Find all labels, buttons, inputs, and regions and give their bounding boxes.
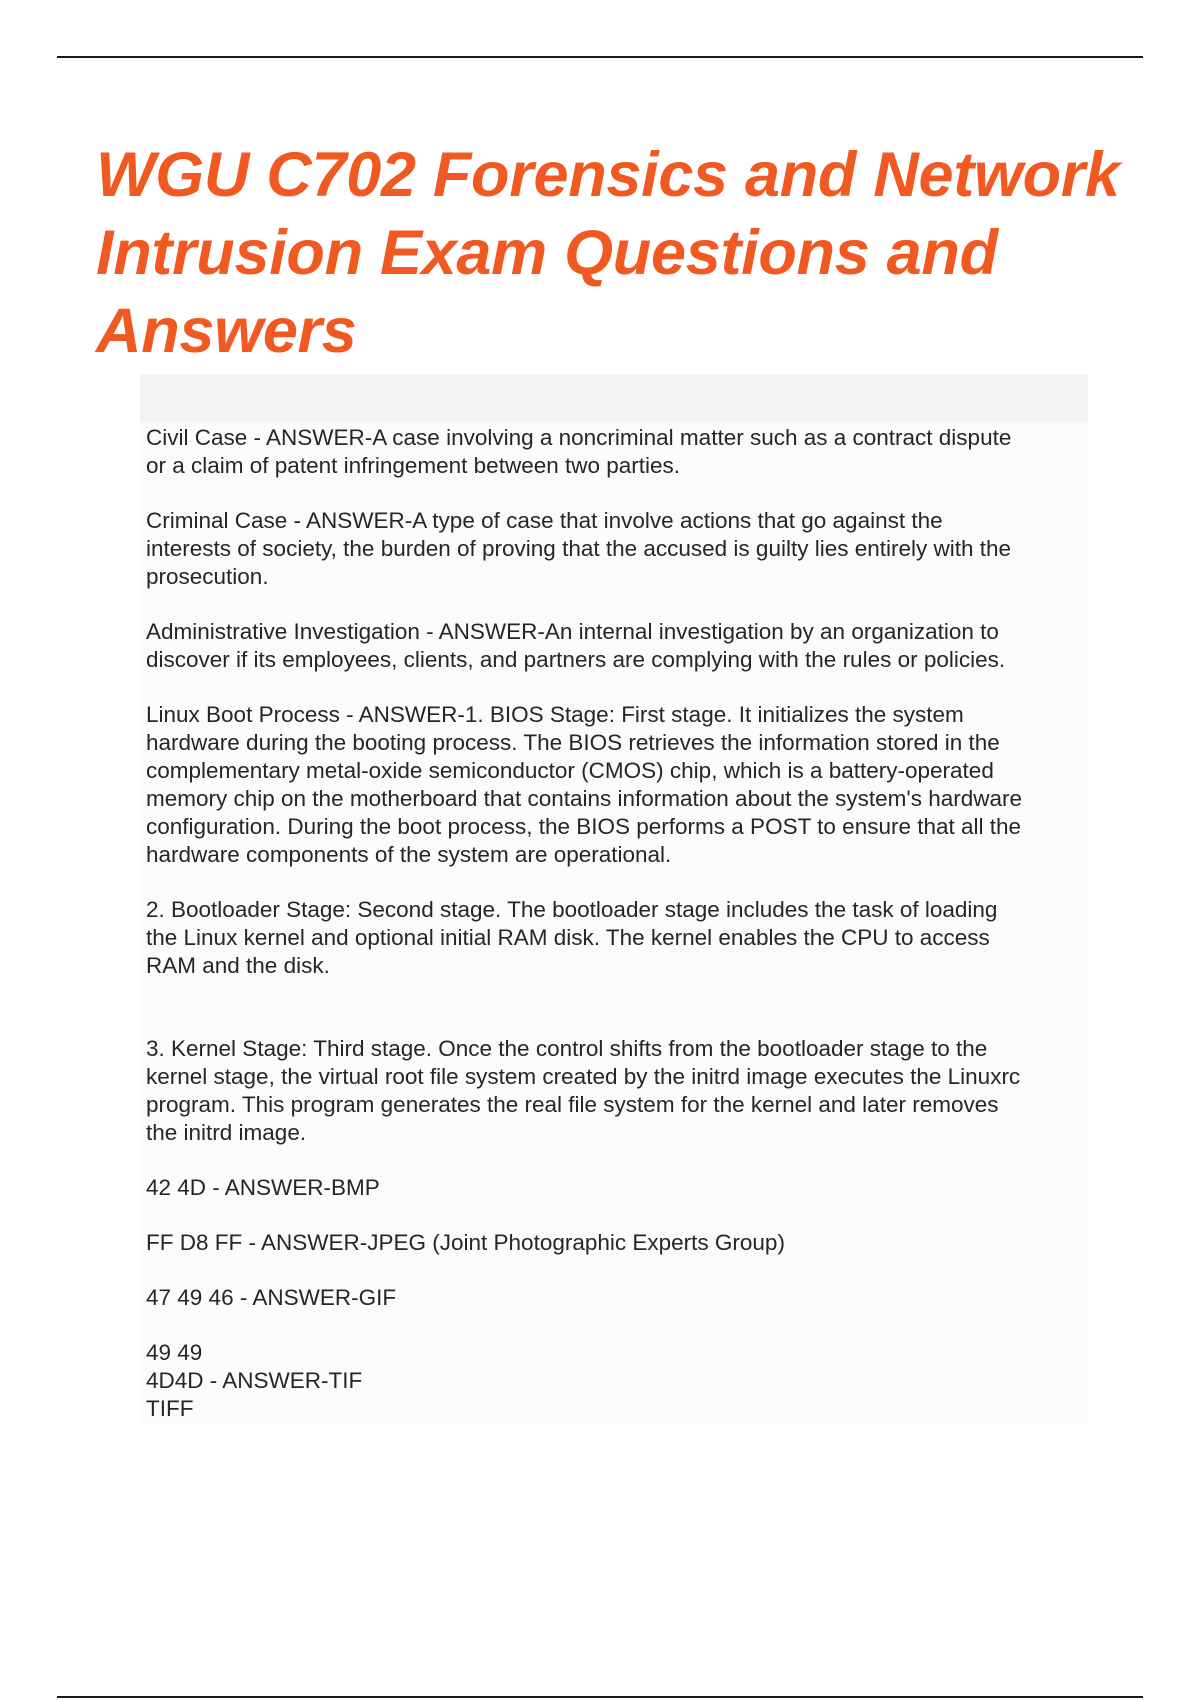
qa-entry-administrative-investigation <box>146 618 1086 674</box>
entry-line: hardware during the booting process. The BIOS retrieves the information stored in the <box>146 730 1000 755</box>
entry-line: 2. Bootloader Stage: Second stage. The bootloader stage includes the task of loading <box>146 897 998 922</box>
qa-entry-kernel-stage <box>146 1035 1086 1147</box>
entry-line: Civil Case - ANSWER-A case involving a noncriminal matter such as a contract dispute <box>146 425 1012 450</box>
content-header-band <box>140 374 1088 422</box>
entry-line: prosecution. <box>146 564 269 589</box>
entry-line: Linux Boot Process - ANSWER-1. BIOS Stage: First stage. It initializes the system <box>146 702 964 727</box>
entry-line: TIFF <box>146 1396 194 1421</box>
entry-line: the initrd image. <box>146 1120 307 1145</box>
qa-entry-bmp-signature <box>146 1174 1086 1202</box>
entry-line: kernel stage, the virtual root file system created by the initrd image executes the Linuxrc <box>146 1064 1021 1089</box>
entry-line: 49 49 <box>146 1340 203 1365</box>
entry-line: memory chip on the motherboard that contains information about the system's hardware <box>146 786 1022 811</box>
entry-line: or a claim of patent infringement between two parties. <box>146 453 681 478</box>
qa-entry-gif-signature <box>146 1284 1086 1312</box>
title-line: Answers <box>96 296 357 366</box>
qa-list <box>146 424 1086 1450</box>
entry-line: Administrative Investigation - ANSWER-An internal investigation by an organization to <box>146 619 999 644</box>
entry-line: discover if its employees, clients, and partners are complying with the rules or policies. <box>146 647 1006 672</box>
entry-line: program. This program generates the real file system for the kernel and later removes <box>146 1092 999 1117</box>
qa-entry-bootloader-stage <box>146 896 1086 980</box>
entry-line: hardware components of the system are operational. <box>146 842 672 867</box>
qa-entry-civil-case <box>146 424 1086 480</box>
title-line: WGU C702 Forensics and Network <box>96 140 1120 210</box>
entry-line: 42 4D - ANSWER-BMP <box>146 1175 380 1200</box>
qa-entry-jpeg-signature <box>146 1229 1086 1257</box>
entry-line: RAM and the disk. <box>146 953 330 978</box>
bottom-rule <box>57 1696 1143 1698</box>
entry-line: complementary metal-oxide semiconductor (CMOS) chip, which is a battery-operated <box>146 758 994 783</box>
entry-line: Criminal Case - ANSWER-A type of case that involve actions that go against the <box>146 508 943 533</box>
entry-line: configuration. During the boot process, the BIOS performs a POST to ensure that all the <box>146 814 1022 839</box>
entry-line: interests of society, the burden of proving that the accused is guilty lies entirely with the <box>146 536 1012 561</box>
qa-entry-tif-signature <box>146 1339 1086 1423</box>
entry-line: 47 49 46 - ANSWER-GIF <box>146 1285 397 1310</box>
entry-line: 3. Kernel Stage: Third stage. Once the control shifts from the bootloader stage to the <box>146 1036 988 1061</box>
title-line: Intrusion Exam Questions and <box>96 218 998 288</box>
top-rule <box>57 56 1143 58</box>
entry-line: 4D4D - ANSWER-TIF <box>146 1368 363 1393</box>
document-title <box>96 136 1176 370</box>
qa-entry-linux-boot-process <box>146 701 1086 869</box>
qa-entry-criminal-case <box>146 507 1086 591</box>
entry-line: the Linux kernel and optional initial RAM disk. The kernel enables the CPU to access <box>146 925 990 950</box>
entry-line: FF D8 FF - ANSWER-JPEG (Joint Photographic Experts Group) <box>146 1230 785 1255</box>
